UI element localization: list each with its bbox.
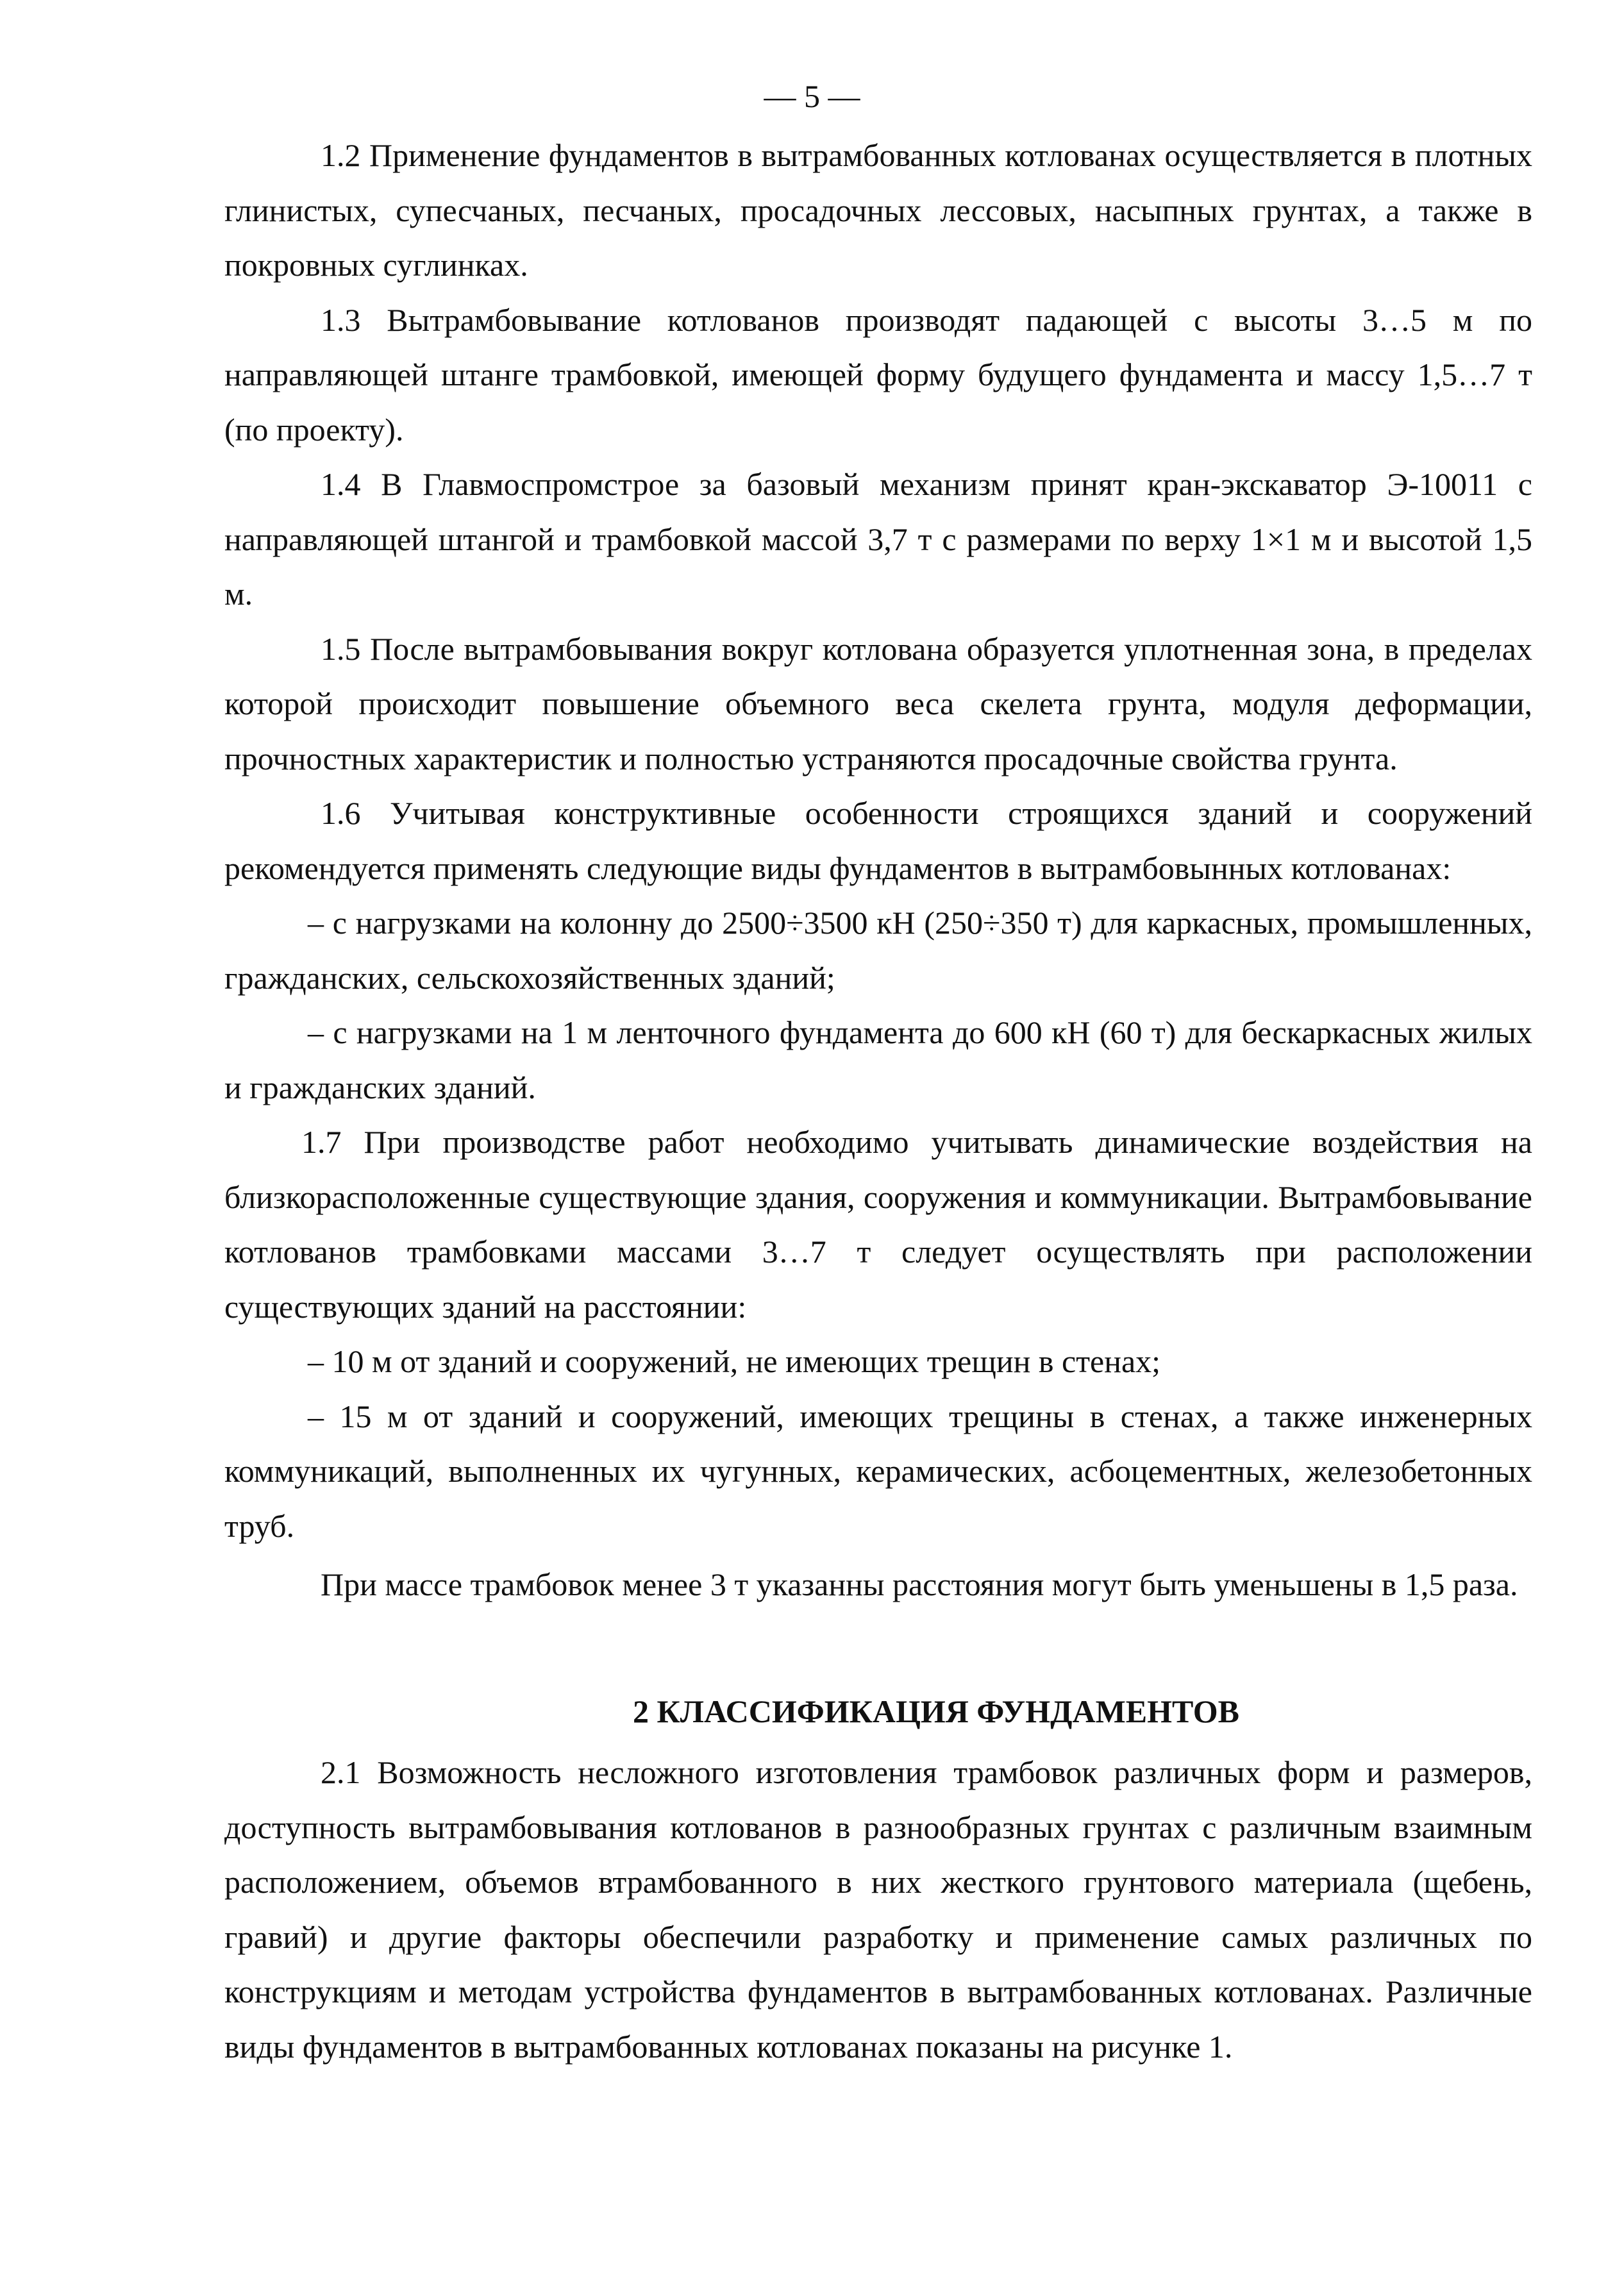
paragraph-1-4: 1.4 В Главмоспромстрое за базовый механизм принят кран-экскаватор Э-10011 с направляющей штангой и трамбовкой массой 3,7 т с размерами по верху 1×1 м и высотой 1,5 м.	[224, 466, 1532, 612]
list-item-1-6-1: – с нагрузками на колонну до 2500÷3500 кН (250÷350 т) для каркасных, промышленных, гражданских, сельскохозяйственных зданий;	[224, 905, 1532, 996]
list-item-1-6-2: – с нагрузками на 1 м ленточного фундамента до 600 кН (60 т) для бескаркасных жилых и гражданских зданий.	[224, 1014, 1532, 1105]
page-number: — 5 —	[764, 78, 860, 114]
paragraph-1-7-note: При массе трамбовок менее 3 т указанны расстояния могут быть уменьшены в 1,5 раза.	[321, 1566, 1518, 1602]
paragraph-1-3: 1.3 Вытрамбовывание котлованов производят падающей с высоты 3…5 м по направляющей штанге трамбовкой, имеющей форму будущего фундамента и массу 1,5…7 т (по проекту).	[224, 301, 1532, 448]
paragraph-1-2: 1.2 Применение фундаментов в вытрамбованных котлованах осуществляется в плотных глинистых, супесчаных, песчаных, просадочных лессовых, насыпных грунтах, а также в покровных суглинках.	[224, 137, 1532, 283]
document-body	[224, 128, 1532, 2074]
section-2-heading: 2 КЛАССИФИКАЦИЯ ФУНДАМЕНТОВ	[633, 1693, 1239, 1729]
paragraph-2-1: 2.1 Возможность несложного изготовления трамбовок различных форм и размеров, доступность вытрамбовывания котлованов в разнообразных грунтах с различным взаимным расположением, объемов втрамбованного в них жесткого грунтового материала (щебень, гравий) и другие факторы обеспечили разработку и применение самых различных по конструкциям и методам устройства фундаментов в вытрамбованных котлованах. Различные виды фундаментов в вытрамбованных котлованах показаны на рисунке 1.	[224, 1754, 1532, 2065]
paragraph-1-7: 1.7 При производстве работ необходимо учитывать динамические воздействия на близкорасположенные существующие здания, сооружения и коммуникации. Вытрамбовывание котлованов трамбовками массами 3…7 т следует осуществлять при расположении существующих зданий на расстоянии:	[224, 1124, 1532, 1325]
paragraph-1-6: 1.6 Учитывая конструктивные особенности строящихся зданий и сооружений рекомендуется применять следующие виды фундаментов в вытрамбовынных котлованах:	[224, 795, 1532, 886]
list-item-1-7-2: – 15 м от зданий и сооружений, имеющих трещины в стенах, а также инженерных коммуникаций, выполненных их чугунных, керамических, асбоцементных, железобетонных труб.	[224, 1398, 1532, 1544]
list-item-1-7-1: – 10 м от зданий и сооружений, не имеющих трещин в стенах;	[308, 1343, 1161, 1379]
paragraph-1-5: 1.5 После вытрамбовывания вокруг котлована образуется уплотненная зона, в пределах которой происходит повышение объемного веса скелета грунта, модуля деформации, прочностных характеристик и полностью устраняются просадочные свойства грунта.	[224, 630, 1532, 776]
